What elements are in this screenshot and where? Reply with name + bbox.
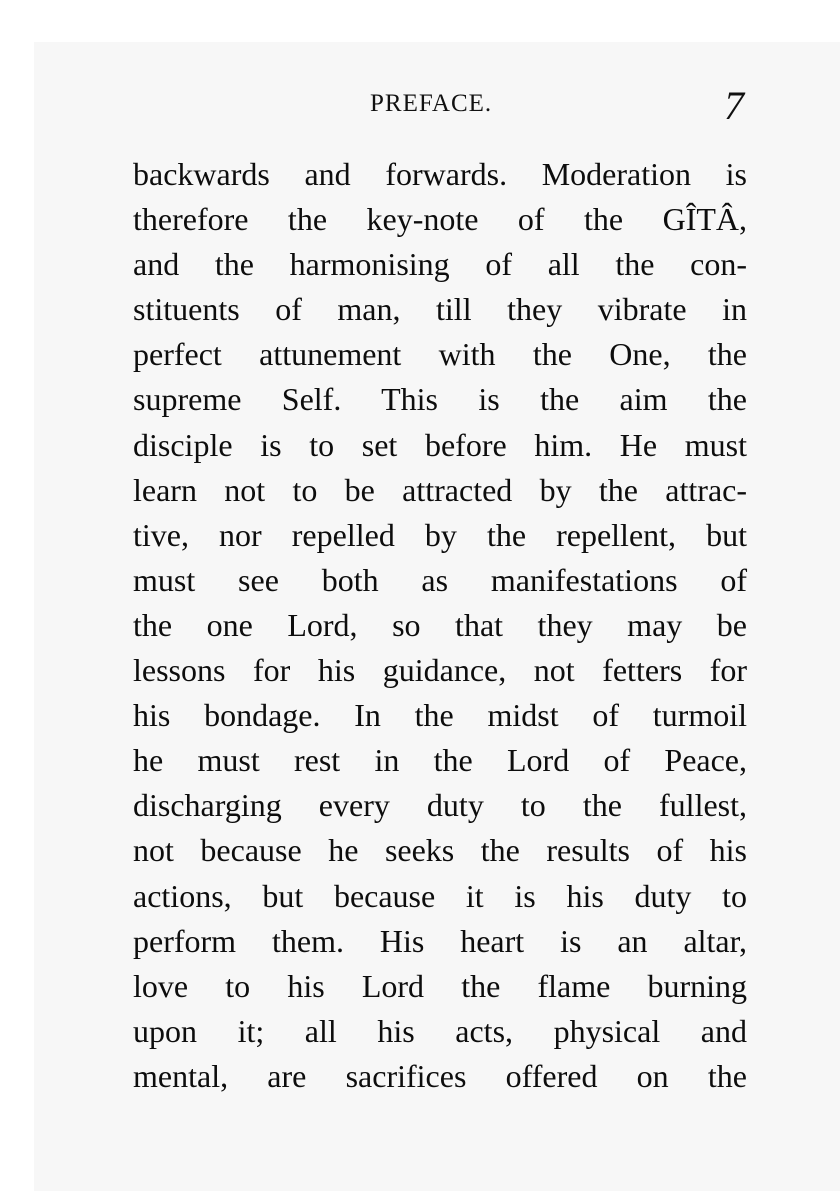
- text-line: learn not to be attracted by the attrac-: [133, 471, 747, 508]
- text-line: tive, nor repelled by the repellent, but: [133, 516, 747, 553]
- text-line: disciple is to set before him. He must: [133, 426, 747, 463]
- text-line: discharging every duty to the fullest,: [133, 787, 747, 824]
- running-head-title: PREFACE.: [370, 90, 493, 117]
- text-line: upon it; all his acts, physical and: [133, 1012, 747, 1049]
- text-line: lessons for his guidance, not fetters for: [133, 652, 747, 689]
- text-line: actions, but because it is his duty to: [133, 877, 747, 914]
- text-line: mental, are sacrifices offered on the: [133, 1057, 747, 1094]
- page-number: 7: [724, 83, 744, 128]
- body-text: [133, 152, 747, 1099]
- text-line: must see both as manifestations of: [133, 561, 747, 598]
- text-line: therefore the key-note of the GÎTÂ,: [133, 201, 747, 238]
- text-line: he must rest in the Lord of Peace,: [133, 742, 747, 779]
- text-line: stituents of man, till they vibrate in: [133, 291, 747, 328]
- text-line: the one Lord, so that they may be: [133, 606, 747, 643]
- text-line: perform them. His heart is an altar,: [133, 922, 747, 959]
- text-line: perfect attunement with the One, the: [133, 336, 747, 373]
- text-line: supreme Self. This is the aim the: [133, 381, 747, 418]
- text-line: backwards and forwards. Moderation is: [133, 156, 747, 192]
- text-line: his bondage. In the midst of turmoil: [133, 697, 747, 734]
- text-line: love to his Lord the flame burning: [133, 967, 747, 1004]
- running-head: [0, 83, 840, 128]
- text-line: not because he seeks the results of his: [133, 832, 747, 869]
- text-line: and the harmonising of all the con-: [133, 246, 747, 283]
